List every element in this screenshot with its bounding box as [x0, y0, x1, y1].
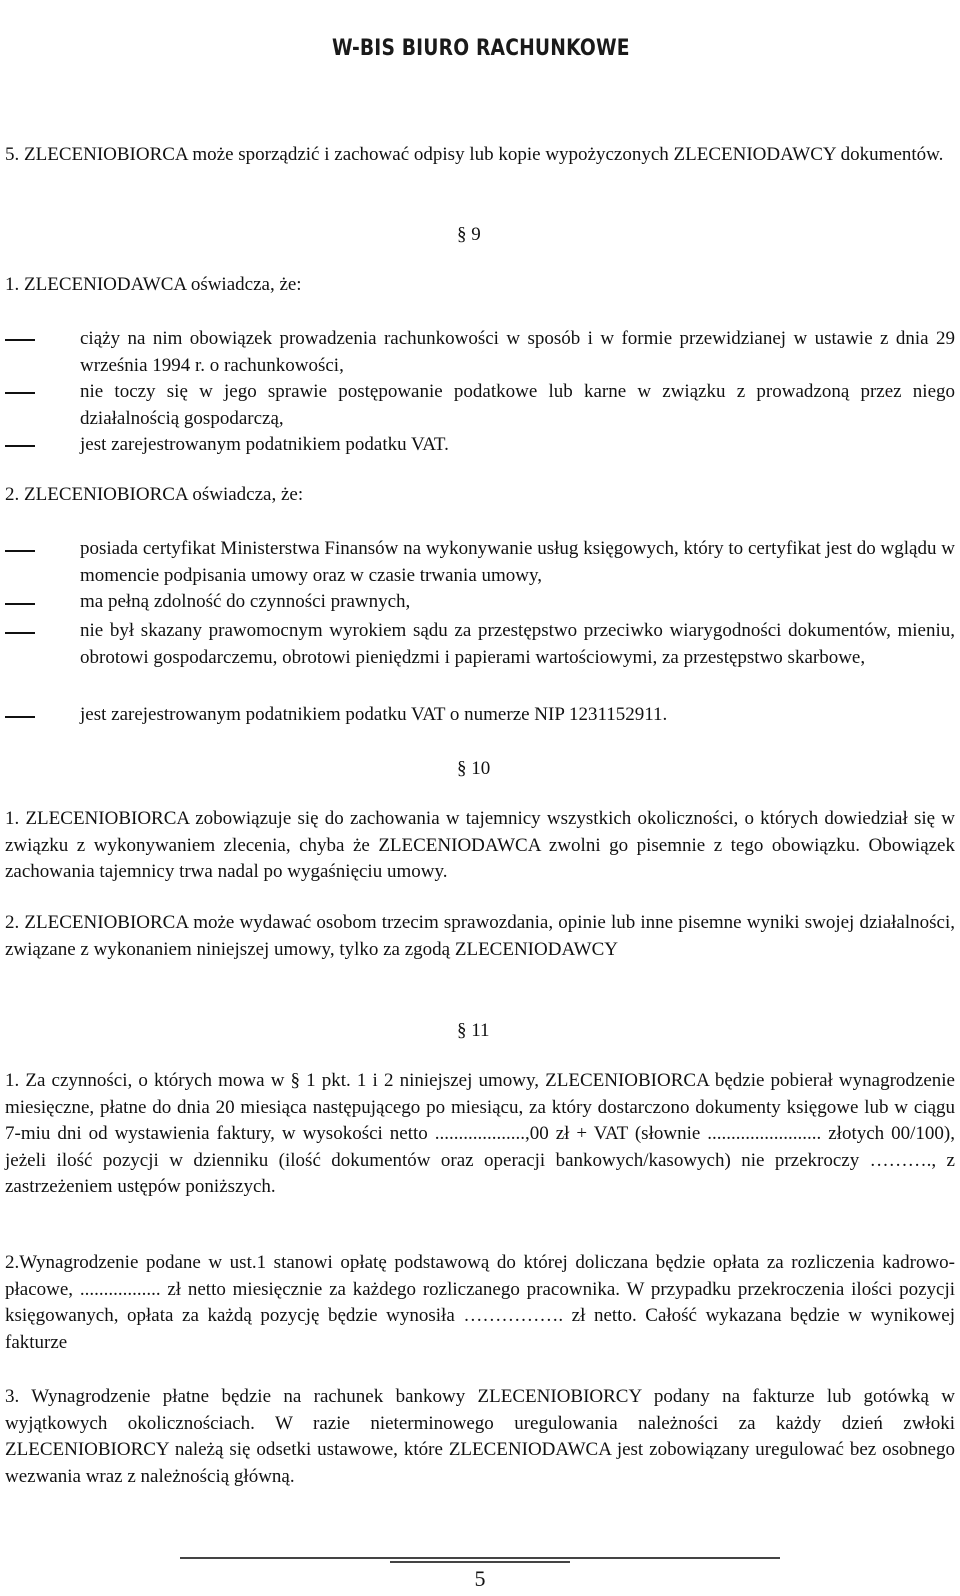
- section-10-paragraph-2: 2. ZLECENIOBIORCA może wydawać osobom trzecim sprawozdania, opinie lub inne pisemne wyniki swojej działalności, związane z wykonaniem niniejszej umowy, tylko za zgodą ZLECENIODAWCY: [5, 912, 955, 960]
- section-9-paragraph-1: 1. ZLECENIODAWCA oświadcza, że:: [5, 274, 302, 295]
- footer-rule: [180, 1557, 780, 1559]
- list-dash: [5, 392, 35, 394]
- paragraph-8-5: 5. ZLECENIOBIORCA może sporządzić i zachować odpisy lub kopie wypożyczonych ZLECENIODAWCY dokumentów.: [5, 144, 944, 165]
- company-logo: [322, 10, 642, 86]
- section-11-paragraph-1: 1. Za czynności, o których mowa w § 1 pkt. 1 i 2 niniejszej umowy, ZLECENIOBIORCA będzie pobierał wynagrodzenie miesięczne, płatne do dnia 20 miesiąca następującego po miesiącu, za który dostarczono dokumenty księgowe lub w ciągu 7-miu dni od wystawienia faktury, w wysokości netto ...................,00 zł + VAT (słownie ........................ złotych 00/100), jeżeli ilość pozycji w dzienniku (ilość dokumentów oraz operacji bankowych/kasowych) nie przekroczy ………., z zastrzeżeniem ustępów poniższych.: [5, 1070, 955, 1197]
- list-dash: [5, 339, 35, 341]
- list-item: ma pełną zdolność do czynności prawnych,: [80, 591, 411, 612]
- list-dash: [5, 550, 35, 552]
- list-dash: [5, 603, 35, 605]
- list-item: jest zarejestrowanym podatnikiem podatku VAT.: [80, 434, 449, 455]
- logo-text: W-BIS BIURO RACHUNKOWE: [332, 35, 630, 61]
- list-dash: [5, 716, 35, 718]
- list-dash: [5, 632, 35, 634]
- section-9-paragraph-2: 2. ZLECENIOBIORCA oświadcza, że:: [5, 484, 304, 505]
- list-item: ciąży na nim obowiązek prowadzenia rachunkowości w sposób i w formie przewidzianej w ustawie z dnia 29 września 1994 r. o rachunkowości,: [80, 328, 955, 376]
- section-10-paragraph-1: 1. ZLECENIOBIORCA zobowiązuje się do zachowania w tajemnicy wszystkich okoliczności, o których dowiedział się w związku z wykonywaniem zlecenia, chyba że ZLECENIODAWCA zwolni go pisemnie z tego obowiązku. Obowiązek zachowania tajemnicy trwa nadal po wygaśnięciu umowy.: [5, 808, 955, 882]
- section-11-paragraph-3: 3. Wynagrodzenie płatne będzie na rachunek bankowy ZLECENIOBIORCY podany na fakturze lub gotówką w wyjątkowych okolicznościach. W razie nieterminowego uregulowania należności za każdy dzień zwłoki ZLECENIOBIORCY należą się odsetki ustawowe, które ZLECENIODAWCA jest zobowiązany uregulować bez osobnego wezwania wraz z należnością główną.: [5, 1386, 955, 1487]
- section-10-heading: § 10: [457, 758, 491, 779]
- footer-rule-short: [390, 1561, 570, 1563]
- list-item: nie toczy się w jego sprawie postępowanie podatkowe lub karne w związku z prowadzoną przez niego działalnością gospodarczą,: [80, 381, 955, 429]
- section-11-paragraph-2: 2.Wynagrodzenie podane w ust.1 stanowi opłatę podstawową do której doliczana będzie opłata za rozliczenia kadrowo-płacowe, ................. zł netto miesięcznie za każdego rozliczanego pracownika. W przypadku przekroczenia ilości pozycji księgowanych, opłata za każdą pozycję będzie wynosiła ……………. zł netto. Całość wykazana będzie w wynikowej fakturze: [5, 1252, 955, 1353]
- list-item: jest zarejestrowanym podatnikiem podatku VAT o numerze NIP 1231152911.: [80, 704, 668, 725]
- list-item: posiada certyfikat Ministerstwa Finansów na wykonywanie usług księgowych, który to certyfikat jest do wglądu w momencie podpisania umowy oraz w czasie trwania umowy,: [80, 538, 955, 586]
- list-item: nie był skazany prawomocnym wyrokiem sądu za przestępstwo przeciwko wiarygodności dokumentów, mieniu, obrotowi gospodarczemu, obrotowi pieniędzmi i papierami wartościowymi, za przestępstwo skarbowe,: [80, 620, 955, 668]
- list-dash: [5, 445, 35, 447]
- page-number: 5: [474, 1566, 486, 1591]
- section-9-heading: § 9: [457, 224, 481, 245]
- section-11-heading: § 11: [457, 1020, 490, 1041]
- page-header: [0, 0, 960, 92]
